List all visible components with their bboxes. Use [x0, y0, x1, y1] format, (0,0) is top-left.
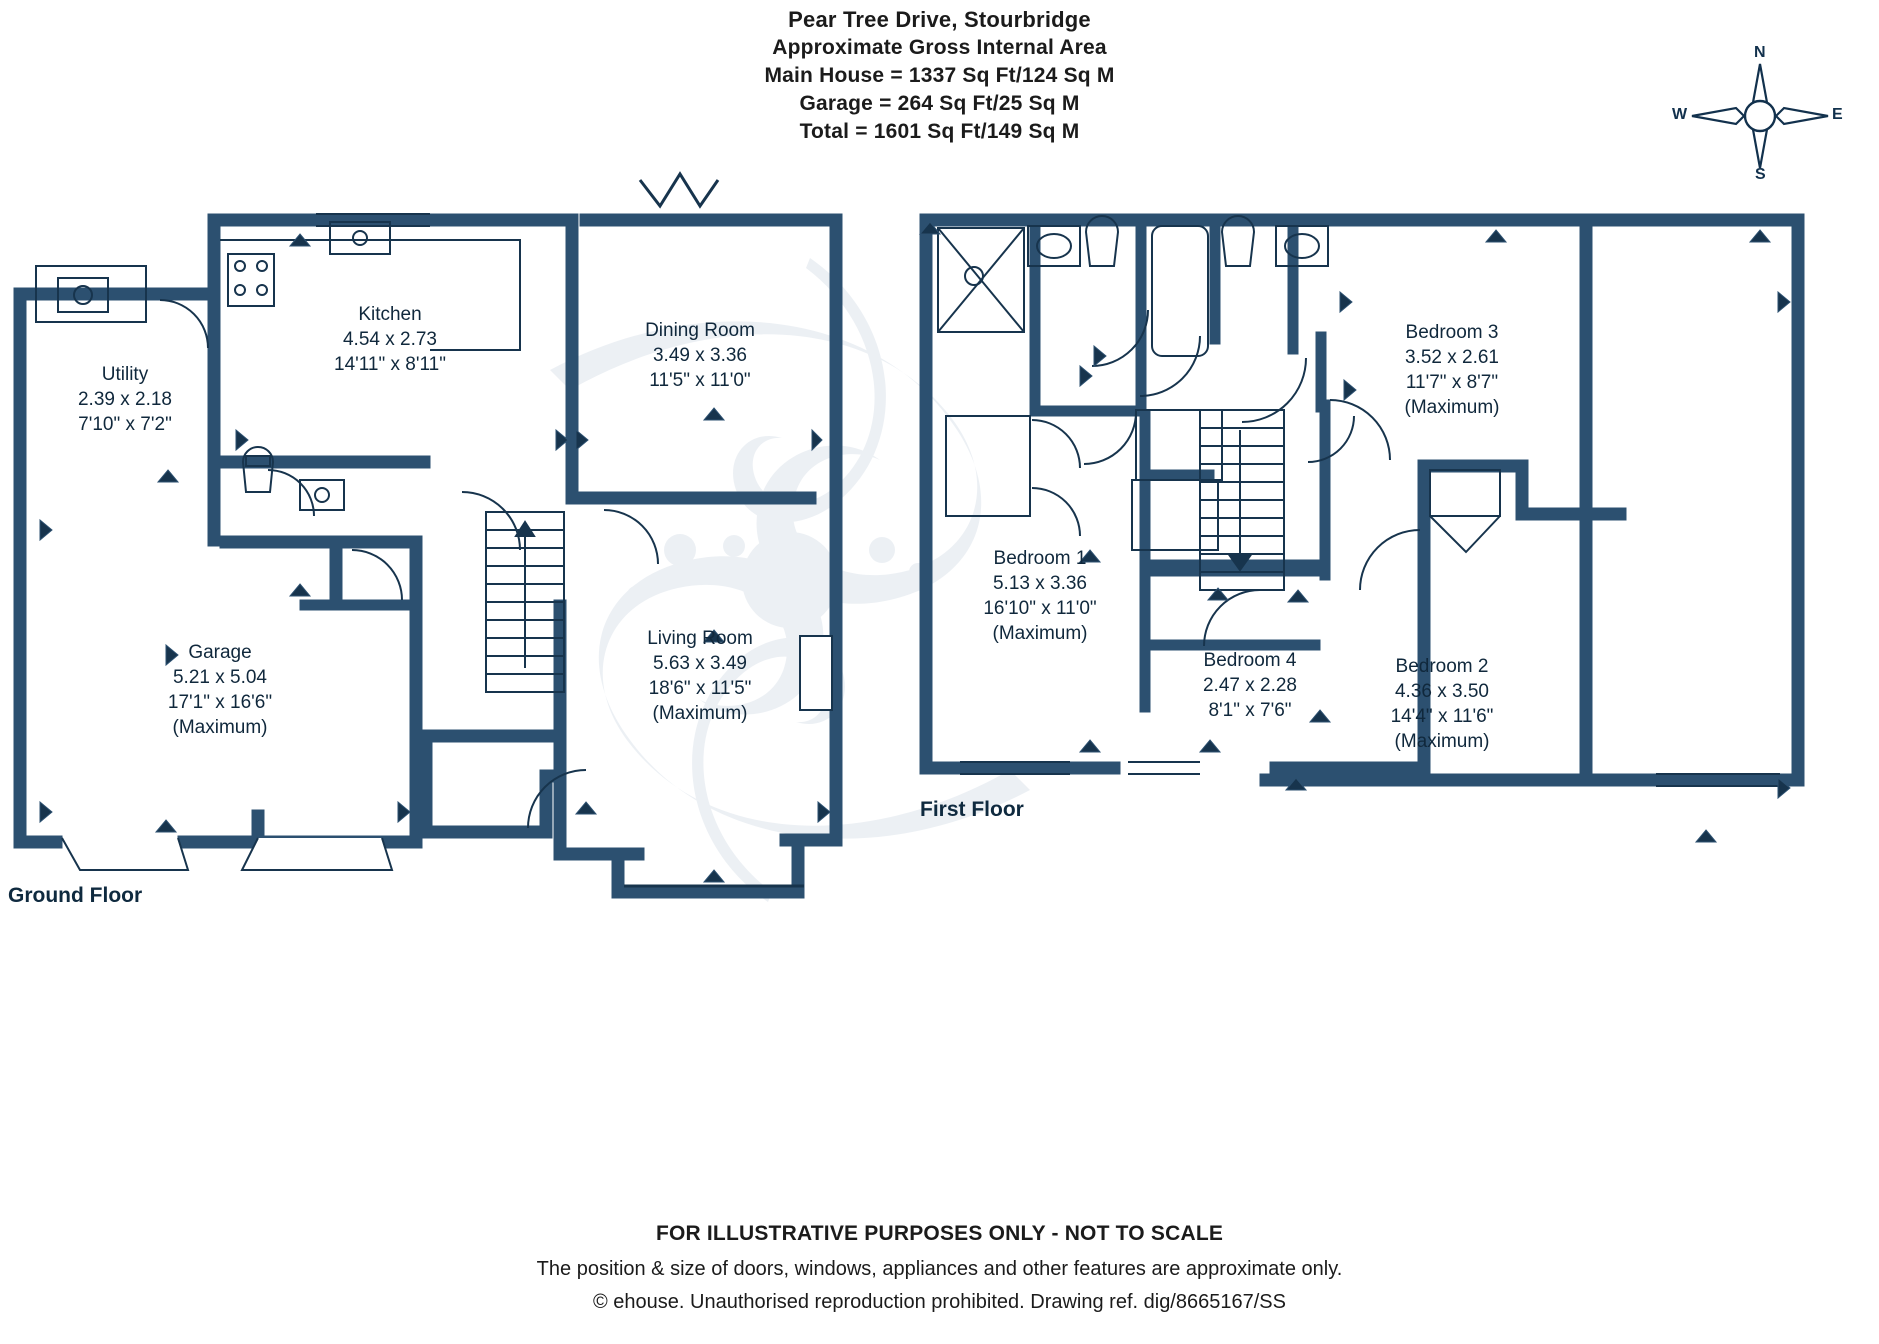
compass-north-label: N [1754, 44, 1766, 61]
room-label-bedroom-1: Bedroom 1 5.13 x 3.36 16'10" x 11'0" (Maximum) [983, 548, 1097, 644]
room-label-bedroom-2: Bedroom 2 4.36 x 3.50 14'4" x 11'6" (Maximum) [1390, 656, 1494, 752]
room-label-living-room: Living Room 5.63 x 3.49 18'6" x 11'5" (Maximum) [647, 628, 753, 724]
header-total-area: Total = 1601 Sq Ft/149 Sq M [799, 120, 1080, 143]
room-label-utility: Utility 2.39 x 2.18 7'10" x 7'2" [77, 364, 173, 435]
compass-west-label: W [1672, 106, 1688, 123]
first-floor-label: First Floor [920, 798, 1024, 821]
room-label-garage: Garage 5.21 x 5.04 17'1" x 16'6" (Maximum) [167, 642, 273, 738]
ground-floor-plan [0, 170, 1000, 950]
room-label-kitchen: Kitchen 4.54 x 2.73 14'11" x 8'11" [334, 304, 446, 375]
header-garage-area: Garage = 264 Sq Ft/25 Sq M [799, 92, 1080, 115]
header-area-caption: Approximate Gross Internal Area [772, 36, 1107, 59]
room-label-dining-room: Dining Room 3.49 x 3.36 11'5" x 11'0" [645, 320, 755, 391]
plan-header [0, 6, 1879, 146]
header-main-house-area: Main House = 1337 Sq Ft/124 Sq M [764, 64, 1115, 87]
page-title: Pear Tree Drive, Stourbridge [788, 7, 1091, 32]
compass-south-label: S [1755, 166, 1766, 183]
footer-disclaimer: FOR ILLUSTRATIVE PURPOSES ONLY - NOT TO SCALE [655, 1222, 1224, 1245]
plan-footer [0, 1222, 1879, 1314]
compass-east-label: E [1832, 106, 1843, 123]
ground-floor-label: Ground Floor [8, 884, 143, 907]
footer-copyright: © ehouse. Unauthorised reproduction prohibited. Drawing ref. dig/8665167/SS [593, 1291, 1286, 1313]
room-label-bedroom-4: Bedroom 4 2.47 x 2.28 8'1" x 7'6" [1202, 650, 1298, 721]
compass-rose [1670, 46, 1850, 186]
footer-note: The position & size of doors, windows, appliances and other features are approximate only. [536, 1258, 1343, 1280]
room-label-bedroom-3: Bedroom 3 3.52 x 2.61 11'7" x 8'7" (Maximum) [1404, 322, 1500, 418]
